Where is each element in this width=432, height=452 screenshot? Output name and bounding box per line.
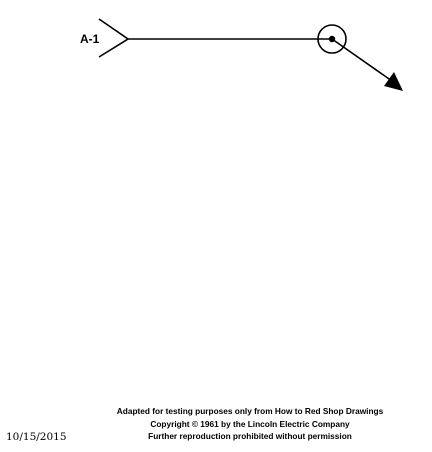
notice-line-3: Further reproduction prohibited without permission <box>148 431 352 441</box>
copyright-notice <box>0 405 432 443</box>
tail-icon <box>99 19 128 57</box>
reference-label: A-1 <box>80 32 100 46</box>
date-stamp: 10/15/2015 <box>6 431 67 443</box>
notice-line-1: Adapted for testing purposes only from How to Red Shop Drawings <box>116 406 384 416</box>
notice-line-2: Copyright © 1961 by the Lincoln Electric Company <box>150 418 350 429</box>
arrow-line <box>332 39 392 81</box>
arrowhead-icon <box>384 72 403 91</box>
